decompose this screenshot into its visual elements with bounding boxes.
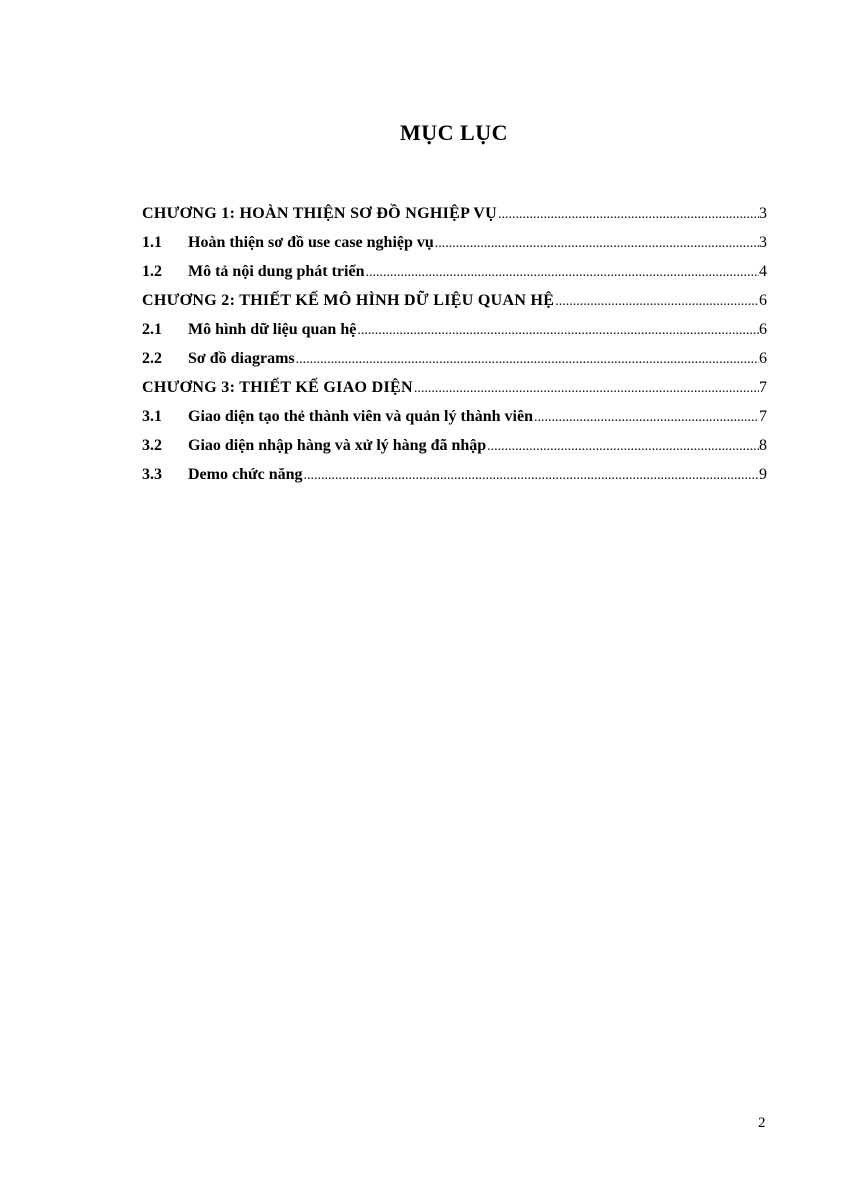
toc-section-3-1[interactable] (142, 402, 767, 431)
toc-chapter-2[interactable] (142, 286, 767, 315)
toc-entry-page: 8 (759, 437, 767, 454)
toc-entry-number: 2.2 (142, 350, 162, 367)
toc-entry-page: 9 (759, 466, 767, 483)
toc-section-2-2[interactable] (142, 344, 767, 373)
toc-entry-number: 1.2 (142, 263, 162, 280)
toc-dot-leader (533, 403, 759, 432)
table-of-contents (142, 199, 767, 489)
toc-dot-leader (497, 200, 759, 229)
toc-entry-number: 3.1 (142, 408, 162, 425)
toc-entry-page: 6 (759, 350, 767, 367)
toc-entry-text: Mô tả nội dung phát triển (188, 263, 365, 280)
toc-dot-leader (554, 287, 759, 316)
toc-dot-leader (413, 374, 759, 403)
toc-entry-text: Giao diện nhập hàng và xử lý hàng đã nhập (188, 437, 487, 454)
toc-section-2-1[interactable] (142, 315, 767, 344)
toc-entry-text: Giao diện tạo thẻ thành viên và quản lý thành viên (188, 408, 533, 425)
toc-entry-page: 7 (759, 408, 767, 425)
toc-dot-leader (364, 258, 759, 287)
toc-dot-leader (486, 432, 759, 461)
toc-section-1-2[interactable] (142, 257, 767, 286)
toc-entry-number: 3.2 (142, 437, 162, 454)
toc-entry-number: 3.3 (142, 466, 162, 483)
toc-dot-leader (356, 316, 759, 345)
toc-chapter-3[interactable] (142, 373, 767, 402)
toc-entry-page: 7 (759, 379, 767, 396)
toc-entry-page: 6 (759, 321, 767, 338)
toc-entry-text: Mô hình dữ liệu quan hệ (188, 321, 357, 338)
toc-entry-text: Sơ đồ diagrams (188, 350, 295, 367)
toc-entry-text: Demo chức năng (188, 466, 303, 483)
toc-entry-page: 3 (759, 234, 767, 251)
toc-entry-text: CHƯƠNG 2: THIẾT KẾ MÔ HÌNH DỮ LIỆU QUAN HỆ (142, 292, 555, 309)
toc-entry-text: Hoàn thiện sơ đồ use case nghiệp vụ (188, 234, 434, 251)
toc-entry-text: CHƯƠNG 3: THIẾT KẾ GIAO DIỆN (142, 379, 413, 396)
toc-entry-number: 1.1 (142, 234, 162, 251)
toc-chapter-1[interactable] (142, 199, 767, 228)
toc-entry-page: 6 (759, 292, 767, 309)
page-title: MỤC LỤC (400, 120, 508, 145)
toc-dot-leader (434, 229, 759, 258)
toc-entry-page: 4 (759, 263, 767, 280)
toc-section-1-1[interactable] (142, 228, 767, 257)
toc-section-3-3[interactable] (142, 460, 767, 489)
toc-dot-leader (295, 345, 759, 374)
page-number: 2 (758, 1115, 766, 1131)
toc-entry-page: 3 (759, 205, 767, 222)
toc-section-3-2[interactable] (142, 431, 767, 460)
toc-entry-text: CHƯƠNG 1: HOÀN THIỆN SƠ ĐỒ NGHIỆP VỤ (142, 205, 497, 222)
toc-entry-number: 2.1 (142, 321, 162, 338)
toc-dot-leader (302, 461, 759, 490)
